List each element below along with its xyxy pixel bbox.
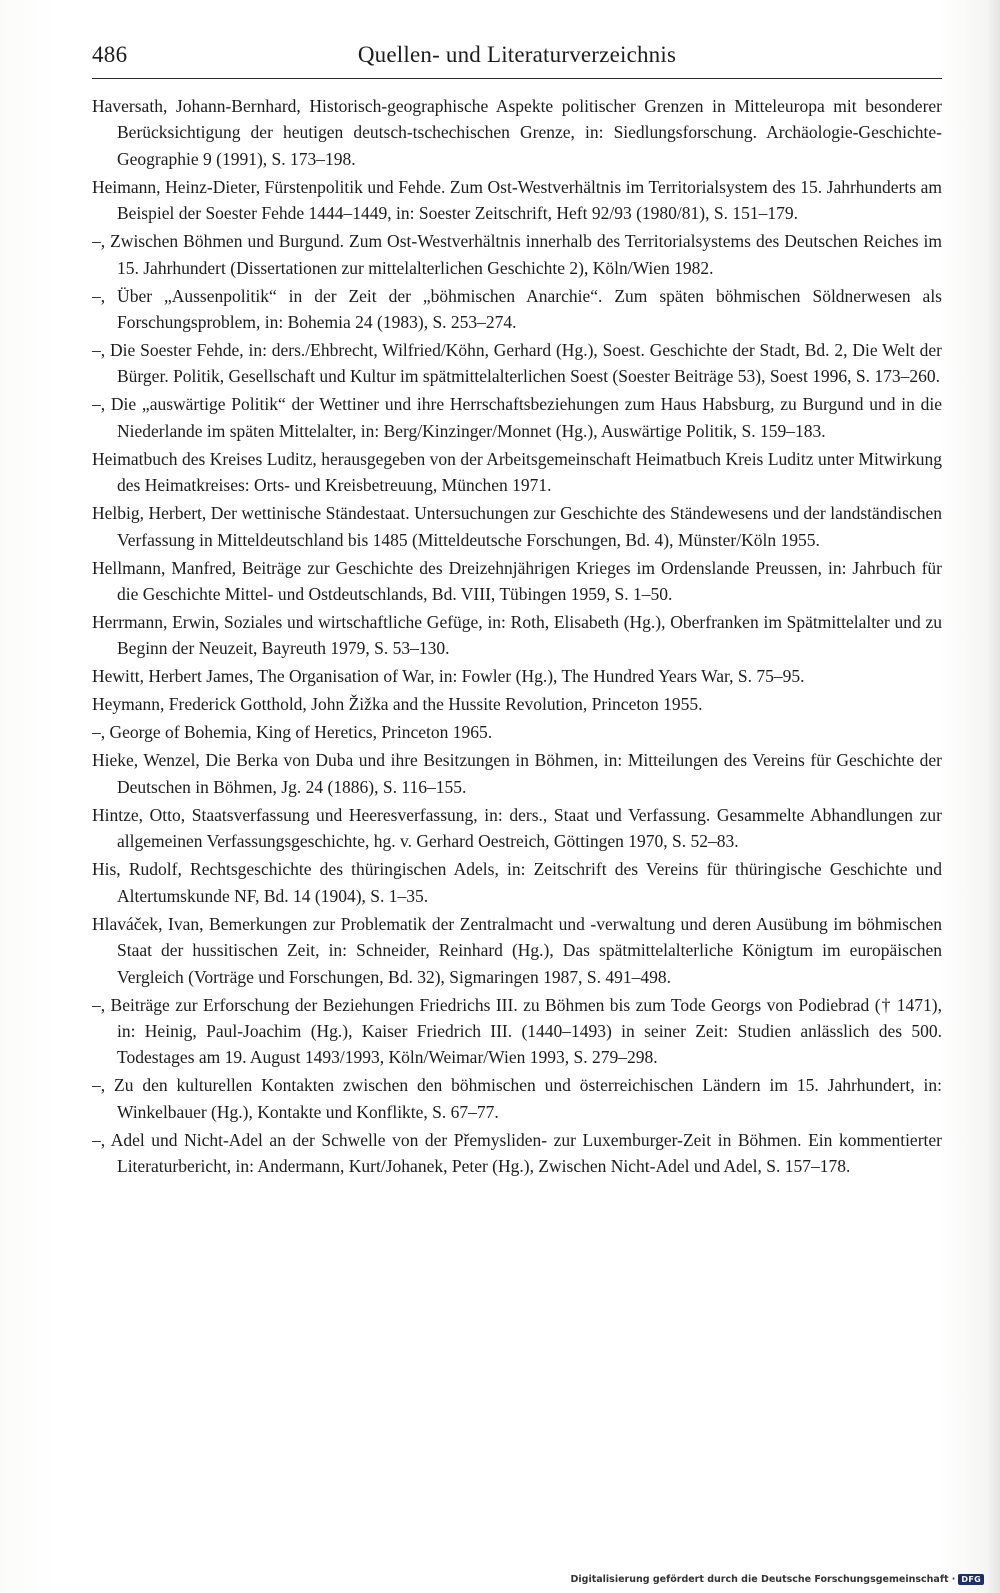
bibliography-entry: –, Zu den kulturellen Kontakten zwischen den böhmischen und österreichischen Ländern im 15. Jahrhundert, in: Winkelbauer (Hg.), Kontakte und Konflikte, S. 67–77. — [92, 1075, 942, 1122]
running-head: Quellen- und Literaturverzeichnis — [357, 42, 677, 67]
bibliography-entry: Hewitt, Herbert James, The Organisation of War, in: Fowler (Hg.), The Hundred Years War, S. 75–95. — [92, 666, 805, 687]
page-header — [92, 38, 942, 80]
page-number: 486 — [92, 42, 128, 67]
bibliography-entry: Helbig, Herbert, Der wettinische Ständestaat. Untersuchungen zur Geschichte des Ständewesens und der landständischen Verfassung in Mitteldeutschland bis 1485 (Mitteldeutsche Forschungen, Bd. 4), Münster/Köln 1955. — [92, 503, 942, 550]
bibliography-entry: –, Die „auswärtige Politik“ der Wettiner und ihre Herrschaftsbeziehungen zum Haus Habsburg, zu Burgund und in die Niederlande im späten Mittelalter, in: Berg/Kinzinger/Monnet (Hg.), Auswärtige Politik, S. 159–183. — [92, 394, 942, 441]
dfg-logo-icon: DFG — [958, 1574, 984, 1585]
digitization-footer — [571, 1569, 984, 1589]
bibliography-entry: –, Über „Aussenpolitik“ in der Zeit der „böhmischen Anarchie“. Zum späten böhmischen Söldnerwesen als Forschungsproblem, in: Bohemia 24 (1983), S. 253–274. — [92, 285, 942, 333]
bibliography-entry: Herrmann, Erwin, Soziales und wirtschaftliche Gefüge, in: Roth, Elisabeth (Hg.), Oberfranken im Spätmittelalter und zu Beginn der Neuzeit, Bayreuth 1979, S. 53–130. — [92, 612, 942, 659]
bibliography-entry: Hellmann, Manfred, Beiträge zur Geschichte des Dreizehnjährigen Krieges im Ordenslande Preussen, in: Jahrbuch für die Geschichte Mittel- und Ostdeutschlands, Bd. VIII, Tübingen 1959, S. 1–50. — [92, 557, 942, 605]
bibliography-entry: –, Beiträge zur Erforschung der Beziehungen Friedrichs III. zu Böhmen bis zum Tode Georgs von Podiebrad († 1471), in: Heinig, Paul-Joachim (Hg.), Kaiser Friedrich III. (1440–1493) in seiner Zeit: Studien anlässlich des 500. Todestages am 19. August 1493/1993, Köln/Weimar/Wien 1993, S. 279–298. — [92, 994, 942, 1068]
bibliography-entry: –, Die Soester Fehde, in: ders./Ehbrecht, Wilfried/Köhn, Gerhard (Hg.), Soest. Geschichte der Stadt, Bd. 2, Die Welt der Bürger. Politik, Gesellschaft und Kultur im spätmittelalterlichen Soest (Soester Beiträge 53), Soest 1996, S. 173–260. — [92, 340, 942, 387]
bibliography-entry: Heimann, Heinz-Dieter, Fürstenpolitik und Fehde. Zum Ost-Westverhältnis im Territorialsystem des 15. Jahrhunderts am Beispiel der Soester Fehde 1444–1449, in: Soester Zeitschrift, Heft 92/93 (1980/81), S. 151–179. — [92, 176, 942, 224]
bibliography-entry: Heymann, Frederick Gotthold, John Žižka and the Hussite Revolution, Princeton 1955. — [92, 694, 703, 715]
bibliography-entry: Haversath, Johann-Bernhard, Historisch-geographische Aspekte politischer Grenzen in Mitteleuropa mit besonderer Berücksichtigung der heutigen deutsch-tschechischen Grenze, in: Siedlungsforschung. Archäologie-Geschichte-Geographie 9 (1991), S. 173–198. — [92, 96, 942, 169]
header-rule — [92, 78, 942, 79]
bibliography-entry: Hlaváček, Ivan, Bemerkungen zur Problematik der Zentralmacht und -verwaltung und deren Ausübung im böhmischen Staat der hussitischen Zeit, in: Schneider, Reinhard (Hg.), Das spätmittelalterliche Königtum im europäischen Vergleich (Vorträge und Forschungen, Bd. 32), Sigmaringen 1987, S. 491–498. — [92, 913, 942, 987]
bibliography-entry: His, Rudolf, Rechtsgeschichte des thüringischen Adels, in: Zeitschrift des Vereins für thüringische Geschichte und Altertumskunde NF, Bd. 14 (1904), S. 1–35. — [92, 859, 942, 906]
bibliography-entry: –, George of Bohemia, King of Heretics, Princeton 1965. — [92, 722, 493, 743]
bibliography-entry: Hieke, Wenzel, Die Berka von Duba und ihre Besitzungen in Böhmen, in: Mitteilungen des Vereins für Geschichte der Deutschen in Böhmen, Jg. 24 (1886), S. 116–155. — [92, 750, 942, 797]
page-edge-shadow — [986, 0, 1000, 1593]
bibliography-list — [92, 93, 942, 1181]
bibliography-entry: –, Zwischen Böhmen und Burgund. Zum Ost-Westverhältnis innerhalb des Territorialsystems des Deutschen Reiches im 15. Jahrhundert (Dissertationen zur mittelalterlichen Geschichte 2), Köln/Wien 1982. — [92, 231, 942, 278]
bibliography-entry: –, Adel und Nicht-Adel an der Schwelle von der Přemysliden- zur Luxemburger-Zeit in Böhmen. Ein kommentierter Literaturbericht, in: Andermann, Kurt/Johanek, Peter (Hg.), Zwischen Nicht-Adel und Adel, S. 157–178. — [92, 1129, 942, 1177]
footer-credit-text: Digitalisierung gefördert durch die Deutsche Forschungsgemeinschaft · — [570, 1573, 956, 1585]
bibliography-entry: Hintze, Otto, Staatsverfassung und Heeresverfassung, in: ders., Staat und Verfassung. Gesammelte Abhandlungen zur allgemeinen Verfassungsgeschichte, hg. v. Gerhard Oestreich, Göttingen 1970, S. 52–83. — [92, 804, 942, 852]
bibliography-entry: Heimatbuch des Kreises Luditz, herausgegeben von der Arbeitsgemeinschaft Heimatbuch Kreis Luditz unter Mitwirkung des Heimatkreises: Orts- und Kreisbetreuung, München 1971. — [92, 448, 942, 496]
